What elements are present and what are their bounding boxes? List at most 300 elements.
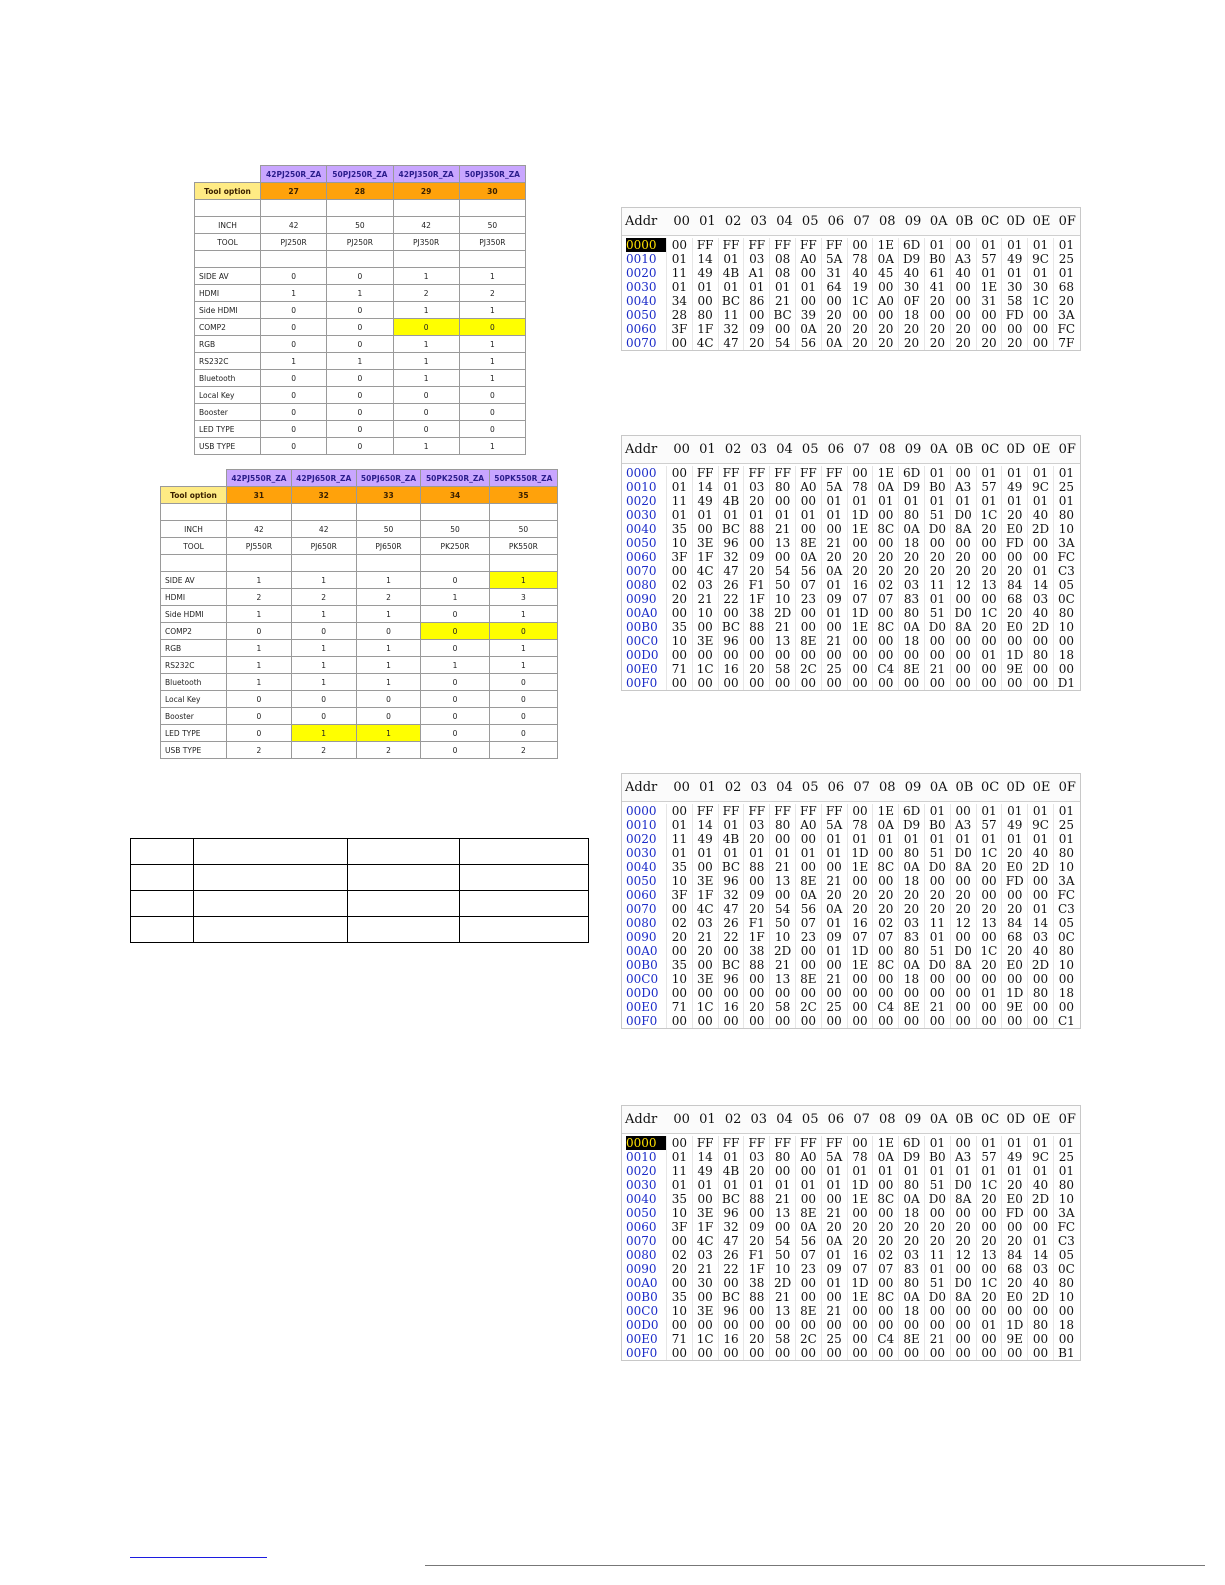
hex-byte[interactable]: 68 bbox=[1001, 592, 1027, 606]
hex-byte[interactable]: 18 bbox=[898, 536, 924, 550]
hex-byte[interactable]: 20 bbox=[976, 336, 1002, 350]
hex-byte[interactable]: 3A bbox=[1053, 874, 1079, 888]
hex-address[interactable]: 0020 bbox=[626, 494, 657, 508]
hex-byte[interactable]: 00 bbox=[976, 1014, 1002, 1028]
hex-byte[interactable]: FF bbox=[718, 466, 744, 480]
hex-byte[interactable]: 00 bbox=[718, 648, 744, 662]
hex-byte[interactable]: 00 bbox=[743, 634, 769, 648]
hex-byte[interactable]: 03 bbox=[898, 578, 924, 592]
hex-byte[interactable]: 80 bbox=[1053, 606, 1079, 620]
hex-byte[interactable]: 80 bbox=[898, 508, 924, 522]
hex-address[interactable]: 0060 bbox=[626, 322, 657, 336]
hex-address[interactable]: 0050 bbox=[626, 874, 657, 888]
hex-byte[interactable]: 01 bbox=[666, 1178, 692, 1192]
hex-byte[interactable]: 51 bbox=[924, 606, 950, 620]
hex-byte[interactable]: 1C bbox=[976, 944, 1002, 958]
hex-byte[interactable]: 5A bbox=[821, 818, 847, 832]
hex-byte[interactable]: 20 bbox=[976, 1192, 1002, 1206]
hex-byte[interactable]: 64 bbox=[821, 280, 847, 294]
hex-byte[interactable]: 00 bbox=[1053, 634, 1079, 648]
hex-byte[interactable]: 01 bbox=[976, 238, 1002, 252]
hex-byte[interactable]: D0 bbox=[950, 1178, 976, 1192]
hex-byte[interactable]: 01 bbox=[976, 466, 1002, 480]
hex-byte[interactable]: E0 bbox=[1001, 958, 1027, 972]
hex-byte[interactable]: 18 bbox=[898, 1304, 924, 1318]
hex-byte[interactable]: 0A bbox=[872, 252, 898, 266]
hex-byte[interactable]: 00 bbox=[950, 280, 976, 294]
hex-byte[interactable]: 00 bbox=[847, 1304, 873, 1318]
hex-byte[interactable]: 20 bbox=[821, 1220, 847, 1234]
hex-byte[interactable]: 11 bbox=[666, 266, 692, 280]
hex-byte[interactable]: 03 bbox=[898, 916, 924, 930]
hex-byte[interactable]: 00 bbox=[1027, 662, 1053, 676]
hex-address[interactable]: 00D0 bbox=[626, 1318, 659, 1332]
hex-byte[interactable]: 01 bbox=[821, 494, 847, 508]
hex-byte[interactable]: 00 bbox=[769, 322, 795, 336]
hex-byte[interactable]: 3F bbox=[666, 322, 692, 336]
hex-byte[interactable]: 20 bbox=[1001, 336, 1027, 350]
hex-byte[interactable]: 20 bbox=[950, 1234, 976, 1248]
hex-byte[interactable]: 2D bbox=[1027, 958, 1053, 972]
hex-byte[interactable]: 00 bbox=[950, 662, 976, 676]
hex-byte[interactable]: D0 bbox=[924, 620, 950, 634]
hex-byte[interactable]: 16 bbox=[718, 1332, 744, 1346]
hex-byte[interactable]: 68 bbox=[1053, 280, 1079, 294]
hex-byte[interactable]: 00 bbox=[692, 860, 718, 874]
hex-byte[interactable]: 3E bbox=[692, 1304, 718, 1318]
hex-byte[interactable]: 00 bbox=[950, 972, 976, 986]
hex-byte[interactable]: 01 bbox=[1027, 902, 1053, 916]
hex-byte[interactable]: 40 bbox=[1027, 606, 1053, 620]
hex-byte[interactable]: 18 bbox=[898, 634, 924, 648]
hex-byte[interactable]: 01 bbox=[872, 832, 898, 846]
hex-byte[interactable]: 3A bbox=[1053, 1206, 1079, 1220]
hex-byte[interactable]: 01 bbox=[924, 930, 950, 944]
hex-byte[interactable]: 01 bbox=[718, 280, 744, 294]
hex-byte[interactable]: 00 bbox=[718, 676, 744, 690]
hex-byte[interactable]: 1C bbox=[847, 294, 873, 308]
hex-byte[interactable]: 01 bbox=[718, 1150, 744, 1164]
hex-byte[interactable]: 00 bbox=[821, 1346, 847, 1360]
hex-byte[interactable]: 00 bbox=[743, 874, 769, 888]
hex-byte[interactable]: 21 bbox=[821, 634, 847, 648]
hex-byte[interactable]: 20 bbox=[898, 564, 924, 578]
hex-byte[interactable]: 00 bbox=[898, 676, 924, 690]
hex-byte[interactable]: FF bbox=[795, 804, 821, 818]
hex-byte[interactable]: 20 bbox=[847, 888, 873, 902]
hex-byte[interactable]: 03 bbox=[692, 1248, 718, 1262]
hex-byte[interactable]: 01 bbox=[795, 280, 821, 294]
hex-byte[interactable]: 01 bbox=[1053, 266, 1079, 280]
hex-byte[interactable]: 01 bbox=[976, 648, 1002, 662]
hex-byte[interactable]: 10 bbox=[1053, 860, 1079, 874]
hex-byte[interactable]: 80 bbox=[769, 818, 795, 832]
hex-byte[interactable]: 00 bbox=[872, 846, 898, 860]
hex-address[interactable]: 0020 bbox=[626, 266, 657, 280]
hex-byte[interactable]: 1E bbox=[872, 1136, 898, 1150]
hex-byte[interactable]: 00 bbox=[769, 494, 795, 508]
hex-byte[interactable]: FF bbox=[769, 1136, 795, 1150]
hex-byte[interactable]: 47 bbox=[718, 564, 744, 578]
hex-byte[interactable]: 40 bbox=[1027, 944, 1053, 958]
hex-byte[interactable]: D0 bbox=[924, 958, 950, 972]
hex-byte[interactable]: 8C bbox=[872, 522, 898, 536]
hex-byte[interactable]: 58 bbox=[769, 662, 795, 676]
hex-byte[interactable]: B0 bbox=[924, 252, 950, 266]
hex-byte[interactable]: 00 bbox=[743, 648, 769, 662]
hex-byte[interactable]: 20 bbox=[898, 1234, 924, 1248]
hex-byte[interactable]: 00 bbox=[872, 986, 898, 1000]
hex-byte[interactable]: 20 bbox=[666, 1262, 692, 1276]
hex-byte[interactable]: 25 bbox=[821, 1000, 847, 1014]
hex-byte[interactable]: 00 bbox=[821, 1014, 847, 1028]
hex-byte[interactable]: 00 bbox=[692, 1014, 718, 1028]
hex-byte[interactable]: 6D bbox=[898, 466, 924, 480]
hex-byte[interactable]: 2D bbox=[1027, 1192, 1053, 1206]
hex-byte[interactable]: 01 bbox=[692, 280, 718, 294]
hex-byte[interactable]: C4 bbox=[872, 1332, 898, 1346]
hex-byte[interactable]: 20 bbox=[950, 888, 976, 902]
hex-byte[interactable]: 00 bbox=[795, 1318, 821, 1332]
hex-address[interactable]: 0090 bbox=[626, 1262, 657, 1276]
hex-byte[interactable]: 20 bbox=[898, 1220, 924, 1234]
hex-byte[interactable]: 00 bbox=[872, 536, 898, 550]
hex-byte[interactable]: 0A bbox=[821, 1234, 847, 1248]
hex-byte[interactable]: 54 bbox=[769, 564, 795, 578]
hex-byte[interactable]: 00 bbox=[821, 958, 847, 972]
hex-byte[interactable]: 02 bbox=[872, 1248, 898, 1262]
hex-byte[interactable]: 00 bbox=[976, 676, 1002, 690]
hex-byte[interactable]: 01 bbox=[1001, 1136, 1027, 1150]
hex-byte[interactable]: 01 bbox=[666, 846, 692, 860]
hex-byte[interactable]: 20 bbox=[924, 336, 950, 350]
hex-byte[interactable]: 0A bbox=[898, 860, 924, 874]
hex-byte[interactable]: 1E bbox=[847, 1290, 873, 1304]
hex-byte[interactable]: 00 bbox=[666, 336, 692, 350]
hex-byte[interactable]: D0 bbox=[924, 522, 950, 536]
hex-byte[interactable]: D0 bbox=[950, 508, 976, 522]
hex-byte[interactable]: 1E bbox=[872, 804, 898, 818]
hex-byte[interactable]: 1C bbox=[1027, 294, 1053, 308]
hex-byte[interactable]: BC bbox=[718, 522, 744, 536]
hex-byte[interactable]: 00 bbox=[743, 972, 769, 986]
hex-byte[interactable]: 20 bbox=[692, 944, 718, 958]
hex-byte[interactable]: 01 bbox=[898, 1164, 924, 1178]
hex-byte[interactable]: 11 bbox=[666, 494, 692, 508]
hex-byte[interactable]: 0A bbox=[795, 322, 821, 336]
hex-address[interactable]: 0000 bbox=[626, 1136, 666, 1150]
hex-byte[interactable]: 01 bbox=[1027, 466, 1053, 480]
hex-byte[interactable]: FF bbox=[795, 466, 821, 480]
hex-byte[interactable]: 03 bbox=[1027, 592, 1053, 606]
hex-byte[interactable]: 88 bbox=[743, 1290, 769, 1304]
hex-byte[interactable]: 22 bbox=[718, 930, 744, 944]
hex-byte[interactable]: BC bbox=[718, 1192, 744, 1206]
hex-byte[interactable]: FF bbox=[743, 466, 769, 480]
hex-byte[interactable]: 00 bbox=[950, 648, 976, 662]
hex-byte[interactable]: 57 bbox=[976, 1150, 1002, 1164]
hex-byte[interactable]: 00 bbox=[976, 972, 1002, 986]
hex-byte[interactable]: 14 bbox=[1027, 1248, 1053, 1262]
hex-byte[interactable]: FF bbox=[821, 804, 847, 818]
hex-byte[interactable]: 00 bbox=[666, 1346, 692, 1360]
hex-byte[interactable]: 01 bbox=[821, 1276, 847, 1290]
hex-byte[interactable]: 20 bbox=[872, 564, 898, 578]
hex-byte[interactable]: 1E bbox=[847, 1192, 873, 1206]
hex-byte[interactable]: 01 bbox=[950, 494, 976, 508]
hex-byte[interactable]: 3A bbox=[1053, 536, 1079, 550]
hex-byte[interactable]: 01 bbox=[872, 494, 898, 508]
hex-byte[interactable]: 7F bbox=[1053, 336, 1079, 350]
hex-byte[interactable]: 00 bbox=[666, 676, 692, 690]
hex-byte[interactable]: D0 bbox=[924, 1290, 950, 1304]
hex-byte[interactable]: D9 bbox=[898, 480, 924, 494]
hex-byte[interactable]: 00 bbox=[769, 832, 795, 846]
hex-byte[interactable]: 8A bbox=[950, 1290, 976, 1304]
hex-byte[interactable]: FC bbox=[1053, 1220, 1079, 1234]
hex-byte[interactable]: 01 bbox=[1027, 1136, 1053, 1150]
hex-byte[interactable]: 01 bbox=[976, 986, 1002, 1000]
hex-byte[interactable]: 11 bbox=[924, 1248, 950, 1262]
hex-byte[interactable]: FF bbox=[795, 1136, 821, 1150]
hex-byte[interactable]: 00 bbox=[924, 972, 950, 986]
hex-byte[interactable]: 00 bbox=[924, 874, 950, 888]
hex-byte[interactable]: 21 bbox=[692, 1262, 718, 1276]
hex-address[interactable]: 0040 bbox=[626, 1192, 657, 1206]
hex-byte[interactable]: 2C bbox=[795, 1332, 821, 1346]
hex-byte[interactable]: 1D bbox=[847, 1178, 873, 1192]
hex-byte[interactable]: 1C bbox=[692, 662, 718, 676]
hex-byte[interactable]: BC bbox=[718, 958, 744, 972]
hex-byte[interactable]: 56 bbox=[795, 902, 821, 916]
hex-byte[interactable]: 20 bbox=[950, 564, 976, 578]
hex-byte[interactable]: 01 bbox=[1027, 494, 1053, 508]
hex-byte[interactable]: 00 bbox=[898, 1014, 924, 1028]
hex-byte[interactable]: 47 bbox=[718, 336, 744, 350]
hex-byte[interactable]: 2D bbox=[1027, 620, 1053, 634]
hex-byte[interactable]: 20 bbox=[898, 322, 924, 336]
hex-byte[interactable]: 20 bbox=[924, 550, 950, 564]
hex-byte[interactable]: 01 bbox=[1001, 832, 1027, 846]
hex-byte[interactable]: 20 bbox=[924, 564, 950, 578]
hex-byte[interactable]: 58 bbox=[1001, 294, 1027, 308]
hex-byte[interactable]: 38 bbox=[743, 606, 769, 620]
hex-byte[interactable]: 00 bbox=[950, 592, 976, 606]
hex-byte[interactable]: B0 bbox=[924, 1150, 950, 1164]
hex-byte[interactable]: 01 bbox=[976, 832, 1002, 846]
hex-byte[interactable]: 20 bbox=[666, 592, 692, 606]
hex-byte[interactable]: FF bbox=[821, 1136, 847, 1150]
hex-address[interactable]: 0040 bbox=[626, 522, 657, 536]
hex-byte[interactable]: 9C bbox=[1027, 252, 1053, 266]
hex-byte[interactable]: 01 bbox=[976, 494, 1002, 508]
hex-byte[interactable]: 00 bbox=[1001, 634, 1027, 648]
hex-byte[interactable]: 01 bbox=[718, 818, 744, 832]
hex-byte[interactable]: 8C bbox=[872, 1192, 898, 1206]
hex-byte[interactable]: 00 bbox=[976, 1304, 1002, 1318]
hex-byte[interactable]: 01 bbox=[769, 1178, 795, 1192]
hex-byte[interactable]: 00 bbox=[976, 308, 1002, 322]
hex-byte[interactable]: 07 bbox=[872, 930, 898, 944]
hex-byte[interactable]: 00 bbox=[950, 466, 976, 480]
hex-byte[interactable]: 01 bbox=[924, 804, 950, 818]
hex-byte[interactable]: 00 bbox=[872, 1178, 898, 1192]
hex-byte[interactable]: 20 bbox=[743, 902, 769, 916]
hex-byte[interactable]: 1E bbox=[847, 860, 873, 874]
hex-byte[interactable]: B0 bbox=[924, 818, 950, 832]
hex-byte[interactable]: 3F bbox=[666, 888, 692, 902]
hex-byte[interactable]: 01 bbox=[1053, 238, 1079, 252]
hex-byte[interactable]: 09 bbox=[821, 930, 847, 944]
hex-byte[interactable]: 23 bbox=[795, 1262, 821, 1276]
hex-byte[interactable]: 21 bbox=[924, 662, 950, 676]
hex-byte[interactable]: 00 bbox=[872, 1276, 898, 1290]
hex-byte[interactable]: 00 bbox=[924, 1206, 950, 1220]
hex-byte[interactable]: 14 bbox=[1027, 916, 1053, 930]
hex-byte[interactable]: 00 bbox=[692, 1346, 718, 1360]
hex-byte[interactable]: 68 bbox=[1001, 930, 1027, 944]
hex-byte[interactable]: D1 bbox=[1053, 676, 1079, 690]
hex-address[interactable]: 00A0 bbox=[626, 606, 658, 620]
hex-byte[interactable]: 01 bbox=[976, 1318, 1002, 1332]
hex-byte[interactable]: 00 bbox=[743, 1318, 769, 1332]
hex-byte[interactable]: 00 bbox=[950, 536, 976, 550]
hex-address[interactable]: 0020 bbox=[626, 1164, 657, 1178]
hex-byte[interactable]: 07 bbox=[847, 592, 873, 606]
hex-byte[interactable]: 00 bbox=[743, 308, 769, 322]
hex-byte[interactable]: 00 bbox=[1001, 550, 1027, 564]
hex-address[interactable]: 0060 bbox=[626, 550, 657, 564]
hex-byte[interactable]: 1F bbox=[692, 1220, 718, 1234]
hex-byte[interactable]: 20 bbox=[847, 322, 873, 336]
hex-byte[interactable]: 80 bbox=[1053, 846, 1079, 860]
hex-byte[interactable]: 96 bbox=[718, 536, 744, 550]
hex-byte[interactable]: D9 bbox=[898, 1150, 924, 1164]
hex-byte[interactable]: 01 bbox=[898, 494, 924, 508]
hex-byte[interactable]: 00 bbox=[692, 522, 718, 536]
hex-byte[interactable]: 10 bbox=[666, 1304, 692, 1318]
hex-byte[interactable]: 09 bbox=[743, 322, 769, 336]
hex-byte[interactable]: BC bbox=[718, 860, 744, 874]
hex-byte[interactable]: 00 bbox=[924, 536, 950, 550]
hex-address[interactable]: 0060 bbox=[626, 888, 657, 902]
hex-byte[interactable]: FF bbox=[743, 238, 769, 252]
hex-byte[interactable]: E0 bbox=[1001, 860, 1027, 874]
hex-byte[interactable]: B1 bbox=[1053, 1346, 1079, 1360]
hex-address[interactable]: 0000 bbox=[626, 804, 657, 818]
hex-byte[interactable]: 05 bbox=[1053, 916, 1079, 930]
hex-byte[interactable]: 00 bbox=[1027, 322, 1053, 336]
hex-byte[interactable]: 13 bbox=[769, 972, 795, 986]
hex-byte[interactable]: 01 bbox=[795, 846, 821, 860]
hex-byte[interactable]: 0A bbox=[795, 1220, 821, 1234]
hex-byte[interactable]: 78 bbox=[847, 480, 873, 494]
hex-byte[interactable]: 00 bbox=[821, 648, 847, 662]
hex-byte[interactable]: 01 bbox=[1027, 804, 1053, 818]
hex-byte[interactable]: 00 bbox=[1027, 308, 1053, 322]
hex-byte[interactable]: 26 bbox=[718, 916, 744, 930]
hex-byte[interactable]: 80 bbox=[898, 846, 924, 860]
hex-byte[interactable]: 00 bbox=[872, 1346, 898, 1360]
hex-byte[interactable]: 00 bbox=[821, 294, 847, 308]
hex-byte[interactable]: 8C bbox=[872, 620, 898, 634]
hex-byte[interactable]: 07 bbox=[795, 1248, 821, 1262]
hex-byte[interactable]: 8E bbox=[795, 536, 821, 550]
hex-byte[interactable]: 25 bbox=[1053, 818, 1079, 832]
hex-byte[interactable]: 47 bbox=[718, 902, 744, 916]
hex-byte[interactable]: 00 bbox=[950, 930, 976, 944]
hex-byte[interactable]: 00 bbox=[847, 536, 873, 550]
hex-byte[interactable]: 00 bbox=[924, 1304, 950, 1318]
hex-byte[interactable]: 78 bbox=[847, 252, 873, 266]
hex-byte[interactable]: 1D bbox=[847, 1276, 873, 1290]
hex-byte[interactable]: 00 bbox=[795, 1192, 821, 1206]
hex-byte[interactable]: B0 bbox=[924, 480, 950, 494]
hex-byte[interactable]: 01 bbox=[924, 238, 950, 252]
hex-byte[interactable]: 01 bbox=[1001, 494, 1027, 508]
hex-byte[interactable]: 4C bbox=[692, 336, 718, 350]
hex-byte[interactable]: 08 bbox=[769, 252, 795, 266]
hex-byte[interactable]: 00 bbox=[692, 676, 718, 690]
hex-byte[interactable]: 01 bbox=[666, 280, 692, 294]
hex-byte[interactable]: 3E bbox=[692, 634, 718, 648]
hex-byte[interactable]: 3E bbox=[692, 536, 718, 550]
hex-byte[interactable]: E0 bbox=[1001, 620, 1027, 634]
hex-byte[interactable]: 00 bbox=[795, 1276, 821, 1290]
hex-address[interactable]: 0030 bbox=[626, 846, 657, 860]
hex-byte[interactable]: 00 bbox=[898, 986, 924, 1000]
hex-byte[interactable]: 20 bbox=[950, 1220, 976, 1234]
hex-byte[interactable]: 01 bbox=[1027, 564, 1053, 578]
hex-byte[interactable]: 00 bbox=[692, 1318, 718, 1332]
hex-byte[interactable]: 3E bbox=[692, 972, 718, 986]
hex-byte[interactable]: 00 bbox=[976, 1332, 1002, 1346]
hex-byte[interactable]: 00 bbox=[666, 238, 692, 252]
hex-byte[interactable]: 20 bbox=[821, 322, 847, 336]
hex-byte[interactable]: 09 bbox=[821, 592, 847, 606]
hex-byte[interactable]: 12 bbox=[950, 916, 976, 930]
hex-byte[interactable]: 78 bbox=[847, 818, 873, 832]
hex-byte[interactable]: 00 bbox=[1027, 888, 1053, 902]
hex-byte[interactable]: 07 bbox=[872, 592, 898, 606]
hex-byte[interactable]: 00 bbox=[743, 1206, 769, 1220]
hex-byte[interactable]: 00 bbox=[950, 1346, 976, 1360]
hex-byte[interactable]: 1E bbox=[847, 522, 873, 536]
hex-byte[interactable]: FF bbox=[718, 238, 744, 252]
hex-byte[interactable]: 00 bbox=[976, 634, 1002, 648]
hex-byte[interactable]: 07 bbox=[847, 1262, 873, 1276]
hex-byte[interactable]: 20 bbox=[743, 662, 769, 676]
hex-byte[interactable]: 20 bbox=[821, 308, 847, 322]
hex-byte[interactable]: 20 bbox=[976, 620, 1002, 634]
hex-byte[interactable]: 00 bbox=[795, 860, 821, 874]
hex-byte[interactable]: 00 bbox=[950, 804, 976, 818]
hex-byte[interactable]: 10 bbox=[666, 536, 692, 550]
hex-byte[interactable]: 78 bbox=[847, 1150, 873, 1164]
hex-byte[interactable]: 32 bbox=[718, 550, 744, 564]
hex-byte[interactable]: 41 bbox=[924, 280, 950, 294]
hex-byte[interactable]: 57 bbox=[976, 480, 1002, 494]
hex-byte[interactable]: 80 bbox=[898, 944, 924, 958]
hex-byte[interactable]: 01 bbox=[821, 832, 847, 846]
hex-byte[interactable]: 20 bbox=[847, 550, 873, 564]
hex-byte[interactable]: 0A bbox=[821, 564, 847, 578]
hex-byte[interactable]: 01 bbox=[1027, 238, 1053, 252]
hex-byte[interactable]: 20 bbox=[898, 888, 924, 902]
hex-byte[interactable]: E0 bbox=[1001, 1290, 1027, 1304]
hex-byte[interactable]: 00 bbox=[872, 676, 898, 690]
hex-byte[interactable]: 03 bbox=[743, 252, 769, 266]
